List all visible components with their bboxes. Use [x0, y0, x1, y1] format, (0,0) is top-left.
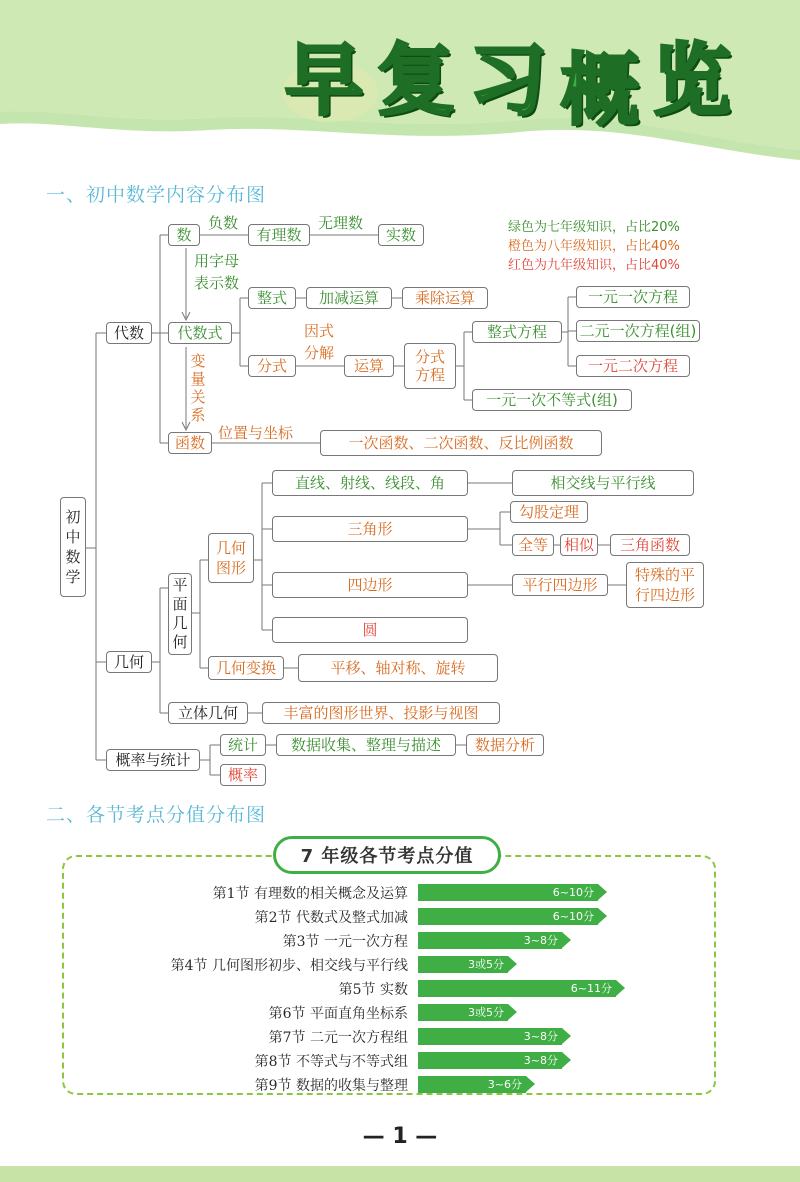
score-bar: [418, 956, 508, 973]
score-bar: [418, 1004, 508, 1021]
score-bar-value: 6~10分: [552, 910, 594, 923]
node-char: 几: [172, 614, 188, 632]
title-char: 概: [561, 46, 640, 136]
score-row-label: 第7节 二元一次方程组: [268, 1030, 408, 1046]
node-transformation: 几何变换: [208, 656, 284, 680]
label-negative: 负数: [208, 214, 239, 232]
score-bar-value: 3~8分: [523, 1030, 558, 1043]
score-bar-tip: [562, 1028, 571, 1044]
node-operation: 运算: [344, 355, 394, 377]
node-probability-statistics: 概率与统计: [106, 749, 200, 771]
page-number: — 1 —: [362, 1124, 438, 1149]
node-parallelogram: 平行四边形: [512, 574, 608, 596]
label-char: 关: [190, 388, 206, 406]
node-text: 图形: [215, 559, 246, 577]
title-char: 习: [469, 36, 548, 126]
node-function-list: 一次函数、二次函数、反比例函数: [320, 430, 602, 456]
score-bar-value: 6~10分: [552, 886, 594, 899]
score-bar: [418, 980, 616, 997]
label-factor-2: 分解: [304, 344, 335, 362]
legend-line: 橙色为八年级知识，占比40%: [508, 239, 680, 254]
score-bar-tip: [598, 908, 607, 924]
score-bar-tip: [562, 932, 571, 948]
score-bar: [418, 1052, 562, 1069]
node-text: 方程: [414, 366, 445, 384]
node-special-parallelogram: [626, 562, 704, 608]
title-char: 早: [285, 36, 364, 126]
node-rational: 有理数: [248, 224, 310, 246]
label-factor-1: 因式: [304, 322, 335, 340]
score-bar-value: 6~11分: [570, 982, 612, 995]
score-row-label: 第1节 有理数的相关概念及运算: [212, 886, 408, 902]
label-letters-2: 表示数: [194, 274, 240, 292]
score-bar-tip: [508, 1004, 517, 1020]
node-linear-eq: 一元一次方程: [576, 286, 690, 308]
score-row-label: 第5节 实数: [338, 982, 408, 998]
score-bar-value: 3~6分: [487, 1078, 522, 1091]
node-congruent: 全等: [512, 534, 554, 556]
score-row-label: 第6节 平面直角坐标系: [268, 1006, 408, 1022]
label-char: 系: [190, 406, 206, 424]
node-similar: 相似: [560, 534, 598, 556]
node-lines-angles: 直线、射线、线段、角: [272, 470, 468, 496]
node-algebra: 代数: [106, 322, 152, 344]
node-probability: 概率: [220, 764, 266, 786]
score-bar-tip: [508, 956, 517, 972]
score-bar: [418, 908, 598, 925]
node-intersecting-parallel: 相交线与平行线: [512, 470, 694, 496]
legend-line: 绿色为七年级知识，占比20%: [508, 220, 680, 235]
node-data-collection: 数据收集、整理与描述: [276, 734, 456, 756]
score-bar-tip: [598, 884, 607, 900]
node-fraction-equation: [404, 343, 456, 389]
bottom-strip: [0, 1166, 800, 1182]
label-char: 量: [190, 370, 206, 388]
node-function: 函数: [168, 432, 212, 454]
node-circle: 圆: [272, 617, 468, 643]
score-row-label: 第4节 几何图形初步、相交线与平行线: [170, 958, 408, 974]
score-bar-value: 3~8分: [523, 934, 558, 947]
section-heading-2: 二、各节考点分值分布图: [46, 804, 267, 826]
score-bar: [418, 932, 562, 949]
label-letters-1: 用字母: [194, 252, 240, 270]
title-char: 复: [377, 36, 456, 126]
score-bar-value: 3~8分: [523, 1054, 558, 1067]
score-bar: [418, 1076, 526, 1093]
node-data-analysis: 数据分析: [466, 734, 544, 756]
node-quadrilateral: 四边形: [272, 572, 468, 598]
node-geometry: 几何: [106, 651, 152, 673]
node-text: 行四边形: [634, 586, 695, 604]
score-row-label: 第3节 一元一次方程: [282, 934, 408, 950]
node-char: 平: [172, 576, 188, 594]
label-irrational: 无理数: [318, 214, 364, 232]
title-char: 览: [653, 36, 732, 126]
node-quadratic-eq: 一元二次方程: [576, 355, 690, 377]
node-solid-geometry: 立体几何: [168, 702, 248, 724]
node-geometric-figures: [208, 533, 254, 583]
score-row-label: 第2节 代数式及整式加减: [254, 910, 408, 926]
node-expression: 代数式: [168, 322, 232, 344]
node-char: 面: [172, 595, 188, 613]
node-text: 几何: [215, 539, 246, 557]
score-bar-tip: [526, 1076, 535, 1092]
node-pythagorean: 勾股定理: [510, 501, 588, 523]
score-bar-tip: [562, 1052, 571, 1068]
node-solid-topics: 丰富的图形世界、投影与视图: [262, 702, 500, 724]
node-fraction: 分式: [248, 355, 296, 377]
node-text: 特殊的平: [634, 566, 695, 584]
node-linear-system: 二元一次方程(组): [576, 320, 700, 342]
node-polynomial: 整式: [248, 287, 296, 309]
label-char: 变: [190, 352, 206, 370]
node-char: 何: [172, 633, 188, 651]
score-row-label: 第8节 不等式与不等式组: [254, 1054, 408, 1070]
node-mul-div: 乘除运算: [402, 287, 488, 309]
node-polynomial-equation: 整式方程: [472, 321, 562, 343]
node-number: 数: [168, 224, 200, 246]
node-triangle: 三角形: [272, 516, 468, 542]
node-add-sub: 加减运算: [306, 287, 392, 309]
node-plane-geometry: [168, 573, 192, 655]
node-statistics: 统计: [220, 734, 266, 756]
section-heading-1: 一、初中数学内容分布图: [46, 184, 267, 206]
score-panel-title: 7 年级各节考点分值: [273, 836, 501, 874]
node-real: 实数: [378, 224, 424, 246]
node-inequality: 一元一次不等式(组): [472, 389, 632, 411]
node-text: 分式: [414, 348, 445, 366]
node-transform-list: 平移、轴对称、旋转: [298, 654, 498, 682]
node-trig: 三角函数: [610, 534, 690, 556]
label-coordinates: 位置与坐标: [218, 424, 294, 442]
score-row-label: 第9节 数据的收集与整理: [254, 1078, 408, 1094]
score-bar: [418, 1028, 562, 1045]
label-variable: [190, 352, 206, 424]
score-bar-value: 3或5分: [468, 1006, 504, 1019]
root-node: 初中数学: [60, 497, 86, 597]
score-bar-value: 3或5分: [468, 958, 504, 971]
legend-line: 红色为九年级知识，占比40%: [508, 258, 680, 273]
score-bar: [418, 884, 598, 901]
score-bar-tip: [616, 980, 625, 996]
